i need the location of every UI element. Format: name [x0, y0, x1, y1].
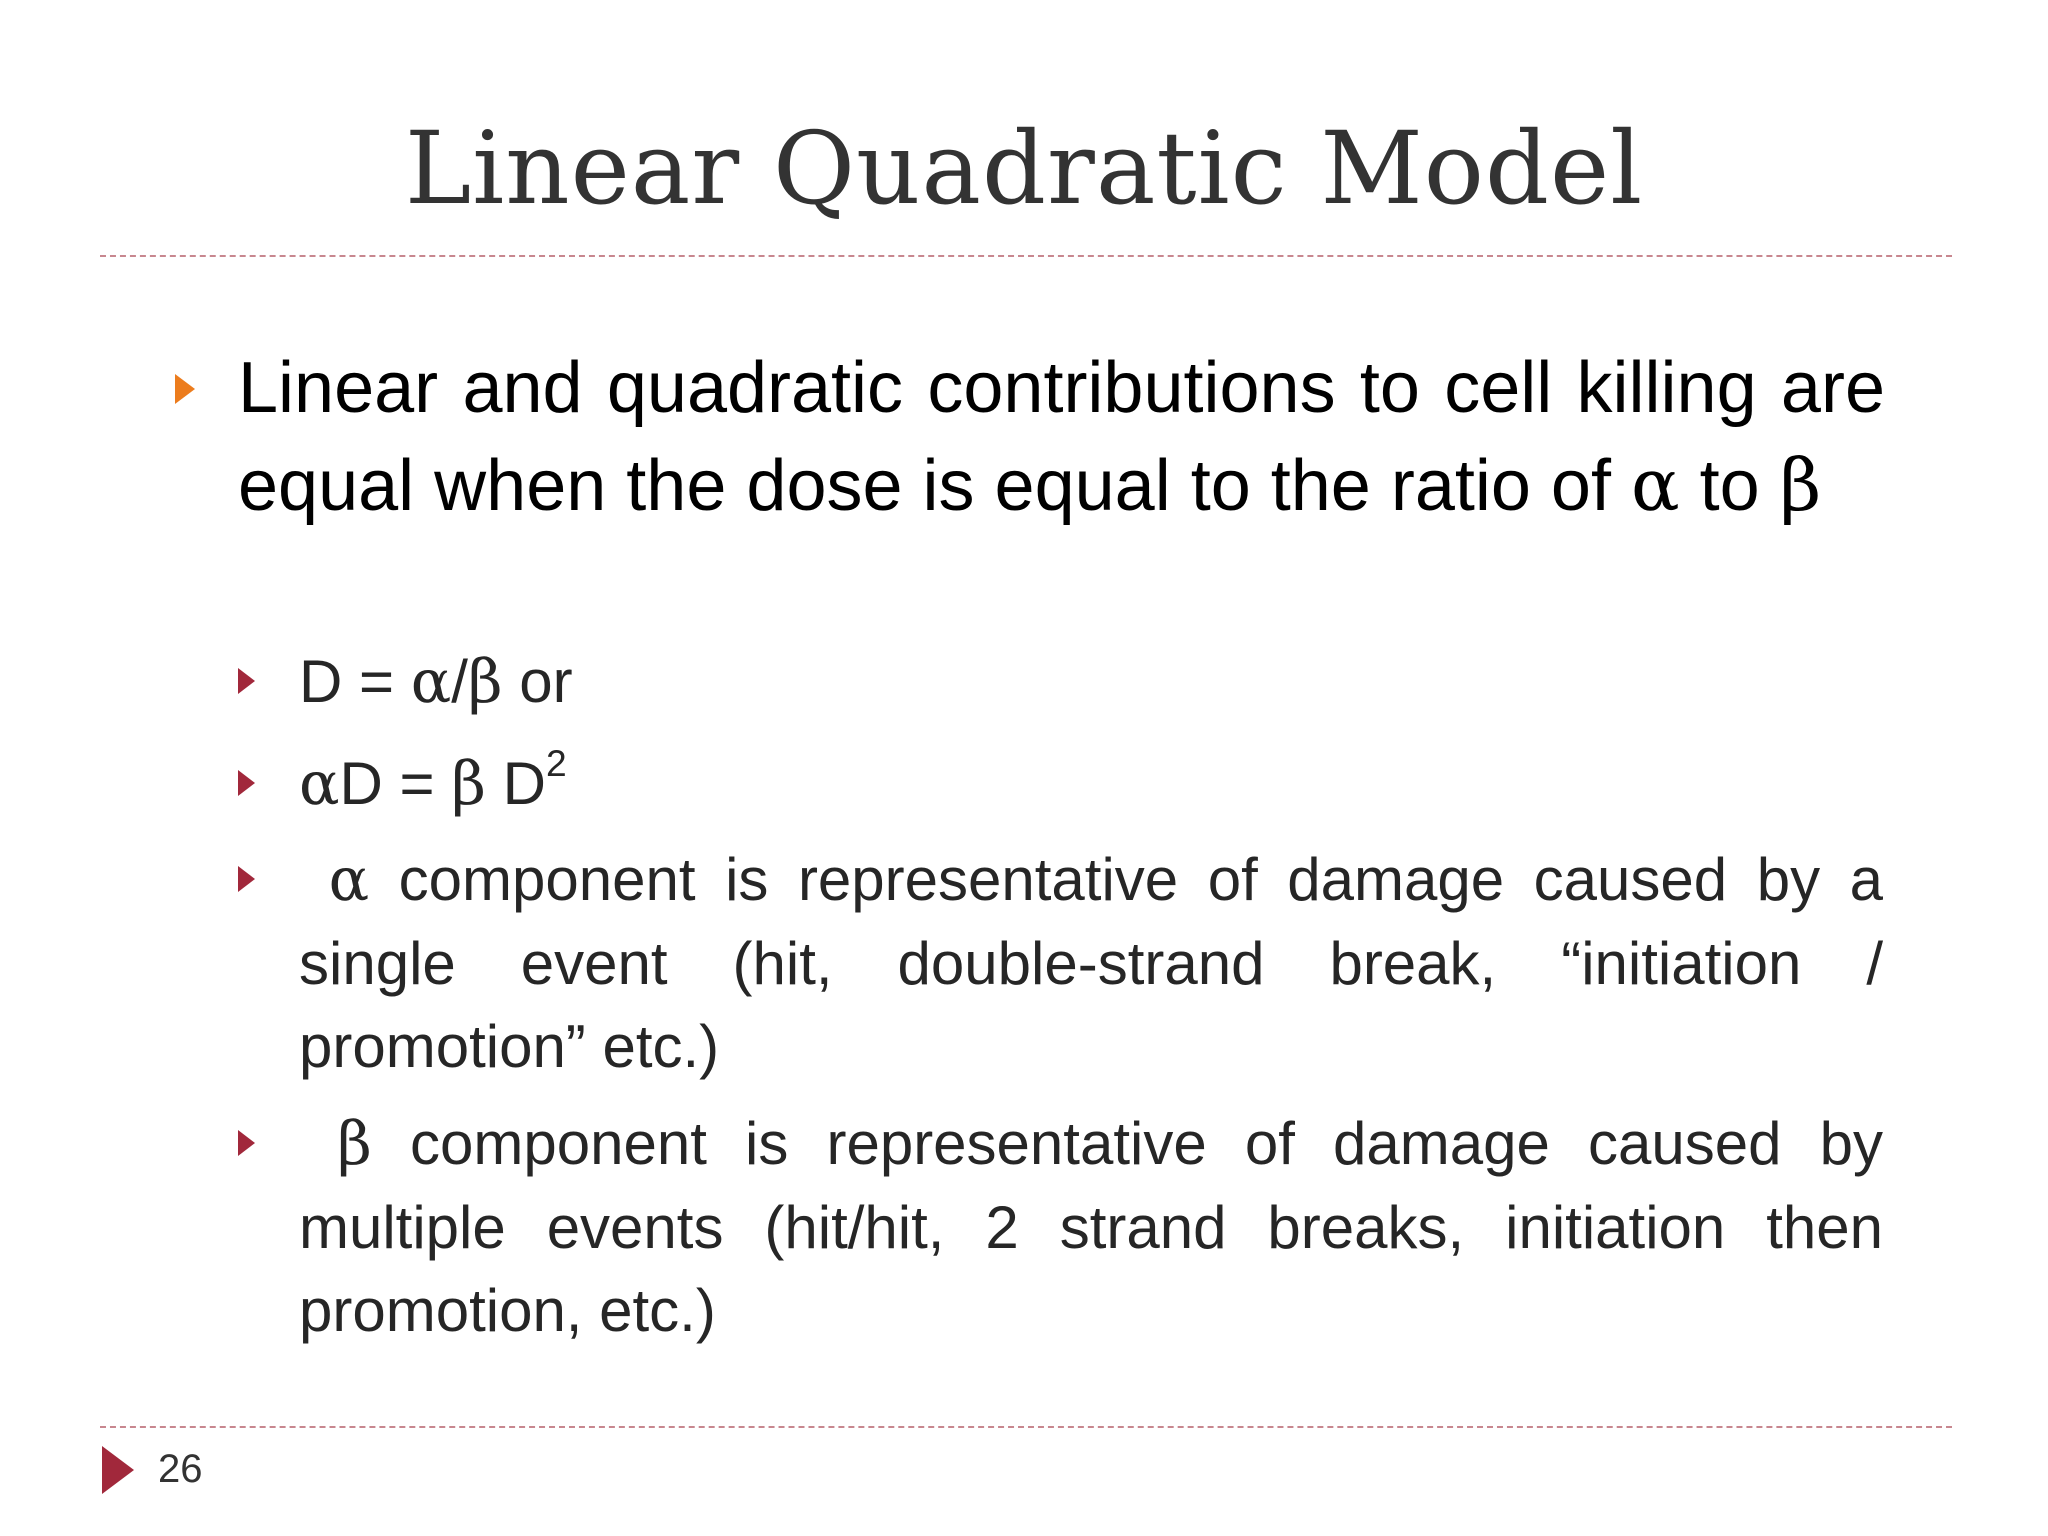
footer-arrow-icon [102, 1446, 134, 1494]
beta-symbol: β [1779, 443, 1822, 527]
title-divider [100, 255, 1952, 257]
sub-bullet-beta-component [238, 1102, 1883, 1352]
sub-bullet-text: D = α/β or [299, 647, 573, 717]
slide-title: Linear Quadratic Model [404, 110, 1644, 227]
sub-bullet-text: αD = β $D^2$ [299, 742, 567, 819]
sub-bullet-arrow-icon [238, 1130, 255, 1156]
main-bullet-text: Linear and quadratic contributions to cell killing are equal when the dose is equal to the ratio of α to β [238, 348, 1885, 527]
sub-bullet-equation [238, 742, 1883, 826]
sub-bullet-alpha-component [238, 838, 1883, 1088]
sub-bullet-text: β component is representative of damage caused by multiple events (hit/hit, 2 strand breaks, initiation then promotion, etc.) [299, 1109, 1884, 1344]
orange-bullet-arrow-icon [175, 374, 195, 404]
main-bullet [175, 340, 1885, 535]
sub-bullet-text: α component is representative of damage caused by a single event (hit, double-strand break, “initiation / promotion” etc.) [299, 845, 1883, 1080]
footer-divider [100, 1426, 1952, 1428]
sub-bullet-ratio [238, 640, 1883, 724]
sub-bullet-arrow-icon [238, 866, 255, 892]
sub-bullet-arrow-icon [238, 770, 255, 796]
alpha-symbol: α [1630, 443, 1680, 527]
page-number: 26 [158, 1447, 203, 1491]
exponent: 2 [545, 742, 567, 785]
sub-bullet-arrow-icon [238, 668, 255, 694]
